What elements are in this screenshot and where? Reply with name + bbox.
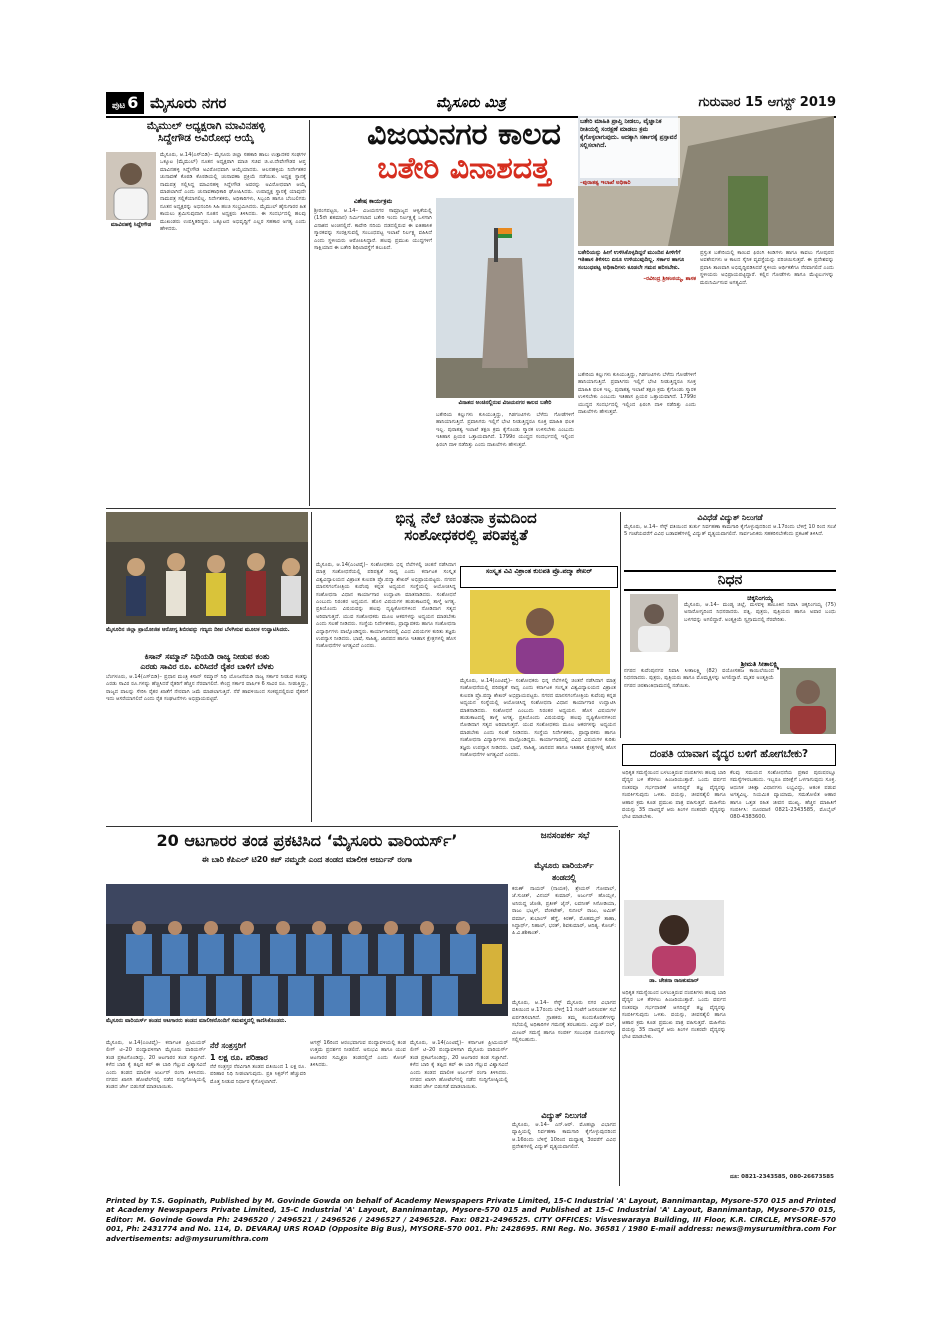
masthead: ಮೈಸೂರು ಮಿತ್ರ [436,95,506,111]
battery-tower-photo [436,198,574,398]
page-number-badge [106,92,144,114]
couple-body-left-2: ಅಧಿಕೃತ ಸಮಸ್ಯೆಯಿಂದ ಬಳಲುತ್ತಿರುವ ದಂಪತಿಗಳು ಹಲವು ಬಾರಿ ವೈದ್ಯರ ಬಳಿ ತೆರಳಲು ಹಿಂಜರಿಯುತ್ತಾರೆ. ಒಂದು ವರ್ಷದ ನಂತರವೂ ಗರ್ಭಧಾರಣೆ ಆಗದಿದ್ದರೆ ತಜ್ಞ ವೈದ್ಯರನ್ನು ಸಂಪರ್ಕಿಸುವುದು ಒಳಿತು. ವಯಸ್ಸು, ಜೀವನಶೈಲಿ ಹಾಗೂ ಆಹಾರ ಕ್ರಮ ಕೂಡ ಪ್ರಮುಖ ಪಾತ್ರ ವಹಿಸುತ್ತವೆ. ಮಹಿಳೆಯ ವಯಸ್ಸು 35 ದಾಟಿದ್ದರೆ ಆರು ತಿಂಗಳ ನಂತರವೇ ವೈದ್ಯರನ್ನು ಭೇಟಿ ಮಾಡಬೇಕು. [622,990,726,1041]
obituary-photo-1 [630,594,678,652]
warriors-headline-block [106,830,508,880]
story-electricity-top [624,512,836,564]
electricity-top-title: ವಿವಿಧೆಡೆ ವಿದ್ಯುತ್ ನಿಲುಗಡೆ [697,513,763,522]
obituary-name-1: ಚಿಕ್ಕನಿಂಗಯ್ಯ [747,594,773,602]
team-illustration-icon [106,884,508,1016]
story-mymul [106,120,306,506]
research-headline-block [316,510,616,556]
story-janasampark-title-wrap [512,830,618,858]
warriors-subhead: ಈ ಬಾರಿ ಕೆಪಿಎಲ್ ಟಿ20 ಕಪ್ ನಮ್ಮದೇ ಎಂದ ತಂಡದ ಮಾಲೀಕ ಅರ್ಜುನ್ ರಂಗಾ [201,855,413,864]
doctor-portrait-icon [624,900,724,976]
battery-photo-caption: ವಿನಾಶದ ಅಂಚಿನಲ್ಲಿರುವ ವಿಜಯನಗರ ಕಾಲದ ಬತೇರಿ [458,400,552,406]
electricity-bottom-title: ವಿದ್ಯುತ್ ನಿಲುಗಡೆ [541,1111,587,1120]
mymul-headline-1: ಮೈಮುಲ್ ಅಧ್ಯಕ್ಷರಾಗಿ ಮಾವಿನಹಳ್ಳಿ [146,120,266,132]
officer-quote-author: –ಪುರಾತತ್ವ ಇಲಾಖೆ ಅಧಿಕಾರಿ [580,180,631,186]
warriors-body-4: ಮೈಸೂರು, ಆ.14(ಎಂಟಿವೈ)– ಕರ್ನಾಟಕ ಪ್ರೀಮಿಯರ್ ಲೀಗ್ ಟಿ–20 ಪಂದ್ಯಾವಳಿಗಾಗಿ ಮೈಸೂರು ವಾರಿಯರ್ಸ್ ತಂಡ ಪ್ರಕಟಗೊಂಡಿದ್ದು, 20 ಆಟಗಾರರ ತಂಡ ಸಜ್ಜಾಗಿದೆ. ಕಳೆದ ಬಾರಿ ಕೈ ತಪ್ಪಿದ ಕಪ್ ಈ ಬಾರಿ ಗೆಲ್ಲುವ ವಿಶ್ವಾಸವಿದೆ ಎಂದು ತಂಡದ ಮಾಲೀಕ ಅರ್ಜುನ್ ರಂಗಾ ತಿಳಿಸಿದರು. ನಗರದ ಖಾಸಗಿ ಹೋಟೆಲ್‌ನಲ್ಲಿ ನಡೆದ ಸುದ್ದಿಗೋಷ್ಠಿಯಲ್ಲಿ ತಂಡದ ಜೆರ್ಸಿ ಬಿಡುಗಡೆ ಮಾಡಲಾಯಿತು. [410,1040,508,1091]
tower-illustration-icon [436,198,574,398]
electricity-bottom-body: ಮೈಸೂರು, ಆ.14– ಎನ್.ಆರ್. ಮೊಹಲ್ಲಾ ವಿಭಾಗದ ವ್ಯಾಪ್ತಿಯಲ್ಲಿ ನಿರ್ವಹಣಾ ಕಾಮಗಾರಿ ಕೈಗೊಳ್ಳುವುದರಿಂದ ಆ.16ರಂದು ಬೆಳಿಗ್ಗೆ 10ರಿಂದ ಮಧ್ಯಾಹ್ನ 3ರವರೆಗೆ ವಿವಿಧ ಪ್ರದೇಶಗಳಲ್ಲಿ ವಿದ್ಯುತ್ ವ್ಯತ್ಯಯವಾಗಲಿದೆ. [512,1122,616,1151]
vijayanagara-body-2: ಬತೇರಿಯ ಕಲ್ಲುಗಳು ಕುಸಿಯುತ್ತಿದ್ದು, ಗಿಡಗಂಟಿಗಳು ಬೆಳೆದು ಗೋಡೆಗಳಿಗೆ ಹಾನಿಯಾಗುತ್ತಿದೆ. ಪ್ರವಾಸಿಗರು ಇಲ್ಲಿಗೆ ಭೇಟಿ ನೀಡುತ್ತಿದ್ದರೂ ಸೂಕ್ತ ಮಾಹಿತಿ ಫಲಕ ಇಲ್ಲ. ಪುರಾತತ್ವ ಇಲಾಖೆ ತಕ್ಷಣ ಕ್ರಮ ಕೈಗೊಂಡು ಸ್ಮಾರಕ ಉಳಿಸಬೇಕು ಎಂಬುದು ಇತಿಹಾಸ ಪ್ರಿಯರ ಒತ್ತಾಯವಾಗಿದೆ. 1799ರ ಯುದ್ಧದ ಸಂದರ್ಭದಲ್ಲಿ ಇಲ್ಲಿಂದ ಫಿರಂಗಿ ದಾಳಿ ನಡೆದಿತ್ತು ಎಂದು ದಾಖಲೆಗಳು ಹೇಳುತ್ತವೆ. [436,412,574,448]
team-list-title-1: ಮೈಸೂರು ವಾರಿಯರ್ಸ್ [534,861,594,870]
event-photo [106,512,308,624]
mla-quote-box [578,250,696,370]
page-prefix: ಪುಟ [112,101,126,111]
obituary-body-2: ನಗರದ ಕುವೆಂಪುನಗರ ನಿವಾಸಿ ಸೀತಾಲಕ್ಷ್ಮಿ (82) ವಯೋಸಹಜ ಕಾಯಿಲೆಯಿಂದ ನಿಧನರಾದರು. ಪುತ್ರರು, ಪುತ್ರಿಯರು ಹಾಗೂ ಮೊಮ್ಮಕ್ಕಳನ್ನು ಅಗಲಿದ್ದಾರೆ. ಮೃತರ ಅಂತ್ಯಕ್ರಿಯೆ ನಗರದ ಚಿರಶಾಂತಿಧಾಮದಲ್ಲಿ ನಡೆಯಿತು. [624,668,774,689]
event-photo-caption: ಮೈಸೂರಿನ ಜಿಲ್ಲಾ ಪ್ರಾಯೋಜಿತ ಆರೋಗ್ಯ ಶಿಬಿರವನ್ನು ಗಣ್ಯರು ದೀಪ ಬೆಳಗಿಸುವ ಮೂಲಕ ಉದ್ಘಾಟಿಸಿದರು. [106,627,290,633]
couple-column-header [622,744,836,766]
vijayanagara-headline-2: ಬತೇರಿ ವಿನಾಶದತ್ತ [377,151,551,186]
kisan-headline-1: ಕಿಸಾನ್ ಸಮ್ಮಾನ್ ನಿಧಿಯಡಿ ರಾಜ್ಯ ನೀಡುವ ಕಂತು [144,652,270,661]
research-speaker-tag: ಸಂಸ್ಕೃತ ವಿವಿ ವಿಶ್ರಾಂತ ಕುಲಪತಿ ಪ್ರೊ.ಪದ್ಮಾ ಶೇಖರ್ [460,566,618,588]
relief-box [210,1040,306,1186]
mymul-photo-caption: ಮಾವಿನಹಳ್ಳಿ ಸಿದ್ದೇಗೌಡ [110,222,152,228]
vijayanagara-col-1 [314,196,432,506]
couple-column-headline: ದಂಪತಿ ಯಾವಾಗ ವೈದ್ಯರ ಬಳಿಗೆ ಹೋಗಬೇಕು? [649,748,809,760]
team-list-title-2: ತಂಡದಲ್ಲಿ [551,873,577,882]
mla-quote-text: ಬತೇರಿಯನ್ನು ಹೀಗೆ ಉಳಿಸಿಕೊಳ್ಳದಿದ್ದರೆ ಮುಂದಿನ ಪೀಳಿಗೆಗೆ ಇತಿಹಾಸ ತಿಳಿಸಲು ಏನೂ ಉಳಿಯುವುದಿಲ್ಲ. ಸರ್ಕಾರ ಹಾಗೂ ಸಂಬಂಧಪಟ್ಟ ಅಧಿಕಾರಿಗಳು ಕೂಡಲೇ ಗಮನ ಹರಿಸಬೇಕು. [578,250,685,271]
mla-quote-author: –ರವೀಂದ್ರ ಶ್ರೀಕಂಠಯ್ಯ, ಶಾಸಕ [643,276,696,283]
story-janasampark [512,1000,616,1108]
mymul-portrait [106,152,156,220]
footer-imprint: Printed by T.S. Gopinath, Published by M. Govinde Gowda on behalf of Academy Newspapers Private Limited, 15-C Industrial 'A' Layout, Bannimantap, Mysore-570 015 and Printed at Academy Newspapers Private Limited, 15-C Industrial 'A' Layout, Bannimantap, Mysore-570 015 and Published at 15-C Industrial 'A' Layout, Bannimantap, Mysore-570 015, Editor: M. Govinde Gowda Ph: 2496520 / 2496521 / 2496526 / 2496527 / 2496528. Fax: 0821-2496525. CITY OFFICES: Visveswaraya Building, III Floor, K.R. CIRCLE, MYSORE-570 001, Ph: 2431774 and No. 114, D. DEVARAJ URS ROAD (Opposite Big Bus), MYSORE-570 001. Ph: 2428695. RNI Reg. No. 36581 / 1980 E-mail address: news@mysurumithra.com For advertisements: ad@mysurumithra.com [106,1196,836,1243]
kisan-headline-2: ಎರಡು ಸಾವಿರ ರೂ. ಏರಿಸಿದರೆ ರೈತರ ಬಾಳಿಗೆ ಬೆಳಕು [140,662,274,671]
page-number: 6 [127,93,139,112]
relief-box-amount: 1 ಲಕ್ಷ ರೂ. ಪರಿಹಾರ [210,1053,268,1062]
speaker-illustration-icon [470,590,610,674]
obituary-title: ನಿಧನ [624,570,836,591]
electricity-top-body: ಮೈಸೂರು, ಆ.14– ಸೆಸ್ಕ್ ವತಿಯಿಂದ ತುರ್ತು ನಿರ್ವಹಣಾ ಕಾಮಗಾರಿ ಕೈಗೊಳ್ಳುವುದರಿಂದ ಆ.17ರಂದು ಬೆಳಿಗ್ಗೆ 10 ರಿಂದ ಸಂಜೆ 5 ಗಂಟೆಯವರೆಗೆ ವಿವಿಧ ಬಡಾವಣೆಗಳಲ್ಲಿ ವಿದ್ಯುತ್ ವ್ಯತ್ಯಯವಾಗಲಿದೆ. ಸಾರ್ವಜನಿಕರು ಸಹಕರಿಸಬೇಕೆಂದು ಪ್ರಕಟಣೆ ತಿಳಿಸಿದೆ. [624,524,836,538]
vijayanagara-byline: ವಿಶೇಷ ಕಾರ್ಯಕ್ರಮ [353,198,393,205]
research-body-2: ಮೈಸೂರು, ಆ.14(ಎಂಟಿವೈ)– ಸಂಶೋಧಕರು ಭಿನ್ನ ನೆಲೆಗಳಲ್ಲಿ ಚಿಂತನೆ ನಡೆಸಿದಾಗ ಮಾತ್ರ ಸಂಶೋಧನೆಯಲ್ಲಿ ಪರಿಪಕ್ವತೆ ಸಾಧ್ಯ ಎಂದು ಕರ್ನಾಟಕ ಸಂಸ್ಕೃತ ವಿಶ್ವವಿದ್ಯಾಲಯದ ವಿಶ್ರಾಂತ ಕುಲಪತಿ ಪ್ರೊ.ಪದ್ಮಾ ಶೇಖರ್ ಅಭಿಪ್ರಾಯಪಟ್ಟರು. ನಗರದ ಮಾನಸಗಂಗೋತ್ರಿಯ ಕುವೆಂಪು ಕನ್ನಡ ಅಧ್ಯಯನ ಸಂಸ್ಥೆಯಲ್ಲಿ ಆಯೋಜಿಸಿದ್ದ ಸಂಶೋಧನಾ ವಿಧಾನ ಕಾರ್ಯಾಗಾರ ಉದ್ಘಾಟಿಸಿ ಮಾತನಾಡಿದರು. ಸಂಶೋಧನೆ ಎಂಬುದು ನಿರಂತರ ಅಧ್ಯಯನ. ಹೊಸ ವಿಷಯಗಳ ಹುಡುಕಾಟದಲ್ಲಿ ತಾಳ್ಮೆ ಅಗತ್ಯ. ಪ್ರತಿಯೊಂದು ವಿಷಯವನ್ನು ಹಲವು ದೃಷ್ಟಿಕೋನಗಳಿಂದ ನೋಡಿದಾಗ ಸತ್ಯದ ಅರಿವಾಗುತ್ತದೆ. ಯುವ ಸಂಶೋಧಕರು ಮೂಲ ಆಕರಗಳನ್ನು ಅಧ್ಯಯನ ಮಾಡಬೇಕು ಎಂದು ಸಲಹೆ ನೀಡಿದರು. ಸಂಸ್ಥೆಯ ನಿರ್ದೇಶಕರು, ಪ್ರಾಧ್ಯಾಪಕರು ಹಾಗೂ ಸಂಶೋಧನಾ ವಿದ್ಯಾರ್ಥಿಗಳು ಪಾಲ್ಗೊಂಡಿದ್ದರು. ಕಾರ್ಯಾಗಾರದಲ್ಲಿ ವಿವಿಧ ವಿಷಯಗಳ ಕುರಿತು ತಜ್ಞರು ಉಪನ್ಯಾಸ ನೀಡಿದರು. ಭಾಷೆ, ಸಾಹಿತ್ಯ, ಜಾನಪದ ಹಾಗೂ ಇತಿಹಾಸ ಕ್ಷೇತ್ರಗಳಲ್ಲಿ ಹೊಸ ಸಂಶೋಧನೆಗಳ ಅಗತ್ಯವಿದೆ ಎಂದರು. [460,678,616,759]
doctor-photo [624,900,724,976]
portrait-placeholder-icon [780,668,836,734]
officer-quote-text: ಬತೇರಿ ಮಾಹಿತಿ ಪ್ರಾಪ್ತಿ ನೀಡಲು, ವೈಜ್ಞಾನಿಕ ರೀತಿಯಲ್ಲಿ ಸಂರಕ್ಷಣೆ ಮಾಡಲು ಕ್ರಮ ಕೈಗೊಳ್ಳಲಾಗುವುದು. ಅದಕ್ಕಾಗಿ ಸರ್ಕಾರಕ್ಕೆ ಪ್ರಸ್ತಾವನೆ ಸಲ್ಲಿಸಲಾಗಿದೆ. [580,118,677,149]
officer-quote [580,118,680,178]
warriors-headline: 20 ಆಟಗಾರರ ತಂಡ ಪ್ರಕಟಿಸಿದ ‘ಮೈಸೂರು ವಾರಿಯರ್ಸ್’ [156,831,458,850]
page-header [106,90,836,118]
obituary-name-2: ಶ್ರೀಮತಿ ಸೀತಾಲಕ್ಷ್ಮಿ [740,660,780,668]
obituary-body-1: ಮೈಸೂರು, ಆ.14– ಮಂಡ್ಯ ಜಿಲ್ಲೆ, ಮಳವಳ್ಳಿ ತಾಲೂಕಿನ ನಿವಾಸಿ ಚಿಕ್ಕನಿಂಗಯ್ಯ (75) ಅನಾರೋಗ್ಯದಿಂದ ನಿಧನರಾದರು. ಪತ್ನಿ, ಪುತ್ರರು, ಪುತ್ರಿಯರು ಹಾಗೂ ಅಪಾರ ಬಂಧು ಬಳಗವನ್ನು ಅಗಲಿದ್ದಾರೆ. ಅಂತ್ಯಕ್ರಿಯೆ ಸ್ವಗ್ರಾಮದಲ್ಲಿ ನೆರವೇರಿತು. [684,602,836,623]
lamp-lighting-illustration-icon [106,512,308,624]
vijayanagara-body-4: ಪ್ರಸ್ತುತ ಬತೇರಿಯಲ್ಲಿ ಕಾಣುವ ಫಿರಂಗಿ ಕಿಂಡಿಗಳು ಹಾಗೂ ಕಾವಲು ಗೋಪುರದ ಅವಶೇಷಗಳು ಆ ಕಾಲದ ಸೈನಿಕ ವ್ಯವಸ್ಥೆಯನ್ನು ಪರಿಚಯಿಸುತ್ತವೆ. ಈ ಪ್ರದೇಶವನ್ನು ಪ್ರವಾಸಿ ತಾಣವಾಗಿ ಅಭಿವೃದ್ಧಿಪಡಿಸಿದರೆ ಸ್ಥಳೀಯ ಆರ್ಥಿಕತೆಗೂ ನೆರವಾಗಲಿದೆ ಎಂದು ಸ್ಥಳೀಯರು ಅಭಿಪ್ರಾಯಪಟ್ಟಿದ್ದಾರೆ. ಕಲ್ಲಿನ ಗೋಡೆಗಳು ಹಾಗೂ ಮೆಟ್ಟಿಲುಗಳನ್ನು ಮರುನಿರ್ಮಿಸುವ ಅಗತ್ಯವಿದೆ. [700,250,834,286]
janasampark-title: ಜನಸಂಪರ್ಕ ಸಭೆ [540,831,590,841]
story-kisan [106,652,308,822]
couple-body-right: ಕೆಲವು ಸಮಯದ ಸಂಶೋಧನೆಯ ಪ್ರಕಾರ ಪುರುಷರಲ್ಲೂ ಸಮಸ್ಯೆಗಳಿರಬಹುದು. ಇಬ್ಬರೂ ಪರೀಕ್ಷೆಗೆ ಒಳಗಾಗುವುದು ಸೂಕ್ತ. ಆಧುನಿಕ ಚಿಕಿತ್ಸಾ ವಿಧಾನಗಳು ಲಭ್ಯವಿದ್ದು, ಆತಂಕ ಪಡುವ ಅಗತ್ಯವಿಲ್ಲ. ನಿಯಮಿತ ವ್ಯಾಯಾಮ, ಸಮತೋಲಿತ ಆಹಾರ ಹಾಗೂ ಒತ್ತಡ ರಹಿತ ಜೀವನ ಮುಖ್ಯ. ಹೆಚ್ಚಿನ ಮಾಹಿತಿಗೆ ಸಂಪರ್ಕಿಸಿ: ದೂರವಾಣಿ 0821-2343585, ಮೊಬೈಲ್ 080-4383600. [730,770,836,821]
team-photo-caption: ಮೈಸೂರು ವಾರಿಯರ್ಸ್ ತಂಡದ ಆಟಗಾರರು ತಂಡದ ಮಾಲೀಕರೊಂದಿಗೆ ಸಮವಸ್ತ್ರದಲ್ಲಿ ಕಾಣಿಸಿಕೊಂಡರು. [106,1018,287,1024]
research-body-1: ಮೈಸೂರು, ಆ.14(ಎಂಟಿವೈ)– ಸಂಶೋಧಕರು ಭಿನ್ನ ನೆಲೆಗಳಲ್ಲಿ ಚಿಂತನೆ ನಡೆಸಿದಾಗ ಮಾತ್ರ ಸಂಶೋಧನೆಯಲ್ಲಿ ಪರಿಪಕ್ವತೆ ಸಾಧ್ಯ ಎಂದು ಕರ್ನಾಟಕ ಸಂಸ್ಕೃತ ವಿಶ್ವವಿದ್ಯಾಲಯದ ವಿಶ್ರಾಂತ ಕುಲಪತಿ ಪ್ರೊ.ಪದ್ಮಾ ಶೇಖರ್ ಅಭಿಪ್ರಾಯಪಟ್ಟರು. ನಗರದ ಮಾನಸಗಂಗೋತ್ರಿಯ ಕುವೆಂಪು ಕನ್ನಡ ಅಧ್ಯಯನ ಸಂಸ್ಥೆಯಲ್ಲಿ ಆಯೋಜಿಸಿದ್ದ ಸಂಶೋಧನಾ ವಿಧಾನ ಕಾರ್ಯಾಗಾರ ಉದ್ಘಾಟಿಸಿ ಮಾತನಾಡಿದರು. ಸಂಶೋಧನೆ ಎಂಬುದು ನಿರಂತರ ಅಧ್ಯಯನ. ಹೊಸ ವಿಷಯಗಳ ಹುಡುಕಾಟದಲ್ಲಿ ತಾಳ್ಮೆ ಅಗತ್ಯ. ಪ್ರತಿಯೊಂದು ವಿಷಯವನ್ನು ಹಲವು ದೃಷ್ಟಿಕೋನಗಳಿಂದ ನೋಡಿದಾಗ ಸತ್ಯದ ಅರಿವಾಗುತ್ತದೆ. ಯುವ ಸಂಶೋಧಕರು ಮೂಲ ಆಕರಗಳನ್ನು ಅಧ್ಯಯನ ಮಾಡಬೇಕು ಎಂದು ಸಲಹೆ ನೀಡಿದರು. ಸಂಸ್ಥೆಯ ನಿರ್ದೇಶಕರು, ಪ್ರಾಧ್ಯಾಪಕರು ಹಾಗೂ ಸಂಶೋಧನಾ ವಿದ್ಯಾರ್ಥಿಗಳು ಪಾಲ್ಗೊಂಡಿದ್ದರು. ಕಾರ್ಯಾಗಾರದಲ್ಲಿ ವಿವಿಧ ವಿಷಯಗಳ ಕುರಿತು ತಜ್ಞರು ಉಪನ್ಯಾಸ ನೀಡಿದರು. ಭಾಷೆ, ಸಾಹಿತ್ಯ, ಜಾನಪದ ಹಾಗೂ ಇತಿಹಾಸ ಕ್ಷೇತ್ರಗಳಲ್ಲಿ ಹೊಸ ಸಂಶೋಧನೆಗಳ ಅಗತ್ಯವಿದೆ ಎಂದರು. [316,562,456,650]
mymul-body: ಮೈಸೂರು, ಆ.14(ಎಸ್‌ಬಿಡಿ)– ಮೈಸೂರು ಜಿಲ್ಲಾ ಸಹಕಾರಿ ಹಾಲು ಉತ್ಪಾದಕರ ಸಂಘಗಳ ಒಕ್ಕೂಟ (ಮೈಮುಲ್) ನೂತನ ಅಧ್ಯಕ್ಷರಾಗಿ ಮಾಜಿ ಸಚಿವ ಜಿ.ಟಿ.ದೇವೇಗೌಡರ ಆಪ್ತ ಮಾವಿನಹಳ್ಳಿ ಸಿದ್ದೇಗೌಡ ಅವಿರೋಧವಾಗಿ ಆಯ್ಕೆಯಾದರು. ಆಲನಹಳ್ಳಿಯ ನಿರ್ದೇಶಕರ ಚುನಾವಣೆ ಕೊಠಡಿ ಕೊಠಡಿಯಲ್ಲಿ ಚುನಾವಣಾ ಪ್ರಕ್ರಿಯೆ ನಡೆಯಿತು. ಅಧ್ಯಕ್ಷ ಸ್ಥಾನಕ್ಕೆ ನಾಮಪತ್ರ ಸಲ್ಲಿಸಿದ್ದ ಮಾವಿನಹಳ್ಳಿ ಸಿದ್ದೇಗೌಡ ಅವರನ್ನು ಅವಿರೋಧವಾಗಿ ಆಯ್ಕೆ ಮಾಡಲಾಗಿದೆ ಎಂದು ಚುನಾವಣಾಧಿಕಾರಿ ಘೋಷಿಸಿದರು. ಉಪಾಧ್ಯಕ್ಷ ಸ್ಥಾನಕ್ಕೆ ಯಾವುದೇ ನಾಮಪತ್ರ ಸಲ್ಲಿಕೆಯಾಗಲಿಲ್ಲ. ನಿರ್ದೇಶಕರು, ಅಧಿಕಾರಿಗಳು, ಸಿಬ್ಬಂದಿ ಹಾಗೂ ಬೆಂಬಲಿಗರು ನೂತನ ಅಧ್ಯಕ್ಷರನ್ನು ಅಭಿನಂದಿಸಿ ಸಿಹಿ ಹಂಚಿ ಸಂಭ್ರಮಿಸಿದರು. ಮೈಮುಲ್ ಹೈನುಗಾರರ ಹಿತ ಕಾಯಲು ಶ್ರಮಿಸುವುದಾಗಿ ನೂತನ ಅಧ್ಯಕ್ಷರು ತಿಳಿಸಿದರು. ಈ ಸಂದರ್ಭದಲ್ಲಿ ಹಲವು ಮುಖಂಡರು ಉಪಸ್ಥಿತರಿದ್ದರು. ಒಕ್ಕೂಟದ ಅಭಿವೃದ್ಧಿಗೆ ಎಲ್ಲರ ಸಹಕಾರ ಅಗತ್ಯ ಎಂದು ಹೇಳಿದರು. [160,152,306,233]
speaker-photo [470,590,610,674]
obituary-photo-2 [780,668,836,734]
vijayanagara-body-3: ಬತೇರಿಯ ಕಲ್ಲುಗಳು ಕುಸಿಯುತ್ತಿದ್ದು, ಗಿಡಗಂಟಿಗಳು ಬೆಳೆದು ಗೋಡೆಗಳಿಗೆ ಹಾನಿಯಾಗುತ್ತಿದೆ. ಪ್ರವಾಸಿಗರು ಇಲ್ಲಿಗೆ ಭೇಟಿ ನೀಡುತ್ತಿದ್ದರೂ ಸೂಕ್ತ ಮಾಹಿತಿ ಫಲಕ ಇಲ್ಲ. ಪುರಾತತ್ವ ಇಲಾಖೆ ತಕ್ಷಣ ಕ್ರಮ ಕೈಗೊಂಡು ಸ್ಮಾರಕ ಉಳಿಸಬೇಕು ಎಂಬುದು ಇತಿಹಾಸ ಪ್ರಿಯರ ಒತ್ತಾಯವಾಗಿದೆ. 1799ರ ಯುದ್ಧದ ಸಂದರ್ಭದಲ್ಲಿ ಇಲ್ಲಿಂದ ಫಿರಂಗಿ ದಾಳಿ ನಡೆದಿತ್ತು ಎಂದು ದಾಖಲೆಗಳು ಹೇಳುತ್ತವೆ. [578,372,696,416]
dateline: ಗುರುವಾರ 15 ಆಗಸ್ಟ್ 2019 [698,95,836,110]
mymul-headline-2: ಸಿದ್ದೇಗೌಡ ಅವಿರೋಧ ಆಯ್ಕೆ [157,132,255,144]
research-headline-2: ಸಂಶೋಧಕರಲ್ಲಿ ಪರಿಪಕ್ವತೆ [404,526,528,544]
kisan-body: ಬೆಂಗಳೂರು, ಆ.14(ಎಸ್‌ಬಿಡಿ)– ಪ್ರಧಾನ ಮಂತ್ರಿ ಕಿಸಾನ್ ಸಮ್ಮಾನ್ ನಿಧಿ ಯೋಜನೆಯಡಿ ರಾಜ್ಯ ಸರ್ಕಾರ ನೀಡುವ ಕಂತನ್ನು ಎರಡು ಸಾವಿರ ರೂ.ಗಳಷ್ಟು ಹೆಚ್ಚಿಸಿದರೆ ರೈತರಿಗೆ ಹೆಚ್ಚಿನ ನೆರವಾಗಲಿದೆ. ಕೇಂದ್ರ ಸರ್ಕಾರ ವಾರ್ಷಿಕ 6 ಸಾವಿರ ರೂ. ನೀಡುತ್ತಿದ್ದು, ರಾಜ್ಯದ ಪಾಲನ್ನು ಸೇರಿಸಿ ರೈತರ ಖಾತೆಗೆ ನೇರವಾಗಿ ಜಮೆ ಮಾಡಲಾಗುತ್ತಿದೆ. ನೆರೆ ಹಾವಳಿಯಿಂದ ಸಂಕಷ್ಟದಲ್ಲಿರುವ ರೈತರಿಗೆ ಇದು ಆಸರೆಯಾಗಲಿದೆ ಎಂದು ರೈತ ಸಂಘಟನೆಗಳು ಅಭಿಪ್ರಾಯಪಟ್ಟಿವೆ. [106,674,308,703]
story-electricity-bottom [512,1110,616,1186]
couple-body-left: ಅಧಿಕೃತ ಸಮಸ್ಯೆಯಿಂದ ಬಳಲುತ್ತಿರುವ ದಂಪತಿಗಳು ಹಲವು ಬಾರಿ ವೈದ್ಯರ ಬಳಿ ತೆರಳಲು ಹಿಂಜರಿಯುತ್ತಾರೆ. ಒಂದು ವರ್ಷದ ನಂತರವೂ ಗರ್ಭಧಾರಣೆ ಆಗದಿದ್ದರೆ ತಜ್ಞ ವೈದ್ಯರನ್ನು ಸಂಪರ್ಕಿಸುವುದು ಒಳಿತು. ವಯಸ್ಸು, ಜೀವನಶೈಲಿ ಹಾಗೂ ಆಹಾರ ಕ್ರಮ ಕೂಡ ಪ್ರಮುಖ ಪಾತ್ರ ವಹಿಸುತ್ತವೆ. ಮಹಿಳೆಯ ವಯಸ್ಸು 35 ದಾಟಿದ್ದರೆ ಆರು ತಿಂಗಳ ನಂತರವೇ ವೈದ್ಯರನ್ನು ಭೇಟಿ ಮಾಡಬೇಕು. [622,770,726,821]
doctor-photo-caption: ಡಾ. ಚೇತನಾ ರಾಜಕುಮಾರ್ [649,978,699,984]
vijayanagara-headline-1: ವಿಜಯನಗರ ಕಾಲದ [367,117,561,152]
obituary-section [624,570,836,738]
relief-box-title: ನೆರೆ ಸಂತ್ರಸ್ತರಿಗೆ [210,1041,246,1050]
janasampark-body: ಮೈಸೂರು, ಆ.14– ಸೆಸ್ಕ್ ಮೈಸೂರು ನಗರ ವಿಭಾಗದ ವತಿಯಿಂದ ಆ.17ರಂದು ಬೆಳಿಗ್ಗೆ 11 ಗಂಟೆಗೆ ಜನಸಂಪರ್ಕ ಸಭೆ ಏರ್ಪಡಿಸಲಾಗಿದೆ. ಗ್ರಾಹಕರು ತಮ್ಮ ಕುಂದುಕೊರತೆಗಳನ್ನು ಸಭೆಯಲ್ಲಿ ಅಧಿಕಾರಿಗಳ ಗಮನಕ್ಕೆ ತರಬಹುದು. ವಿದ್ಯುತ್ ಬಿಲ್, ಮೀಟರ್ ಸಮಸ್ಯೆ ಹಾಗೂ ಸಂಪರ್ಕ ಸಂಬಂಧಿತ ದೂರುಗಳನ್ನು ಸಲ್ಲಿಸಬಹುದು. [512,1000,616,1044]
warriors-body-1: ಮೈಸೂರು, ಆ.14(ಎಂಟಿವೈ)– ಕರ್ನಾಟಕ ಪ್ರೀಮಿಯರ್ ಲೀಗ್ ಟಿ–20 ಪಂದ್ಯಾವಳಿಗಾಗಿ ಮೈಸೂರು ವಾರಿಯರ್ಸ್ ತಂಡ ಪ್ರಕಟಗೊಂಡಿದ್ದು, 20 ಆಟಗಾರರ ತಂಡ ಸಜ್ಜಾಗಿದೆ. ಕಳೆದ ಬಾರಿ ಕೈ ತಪ್ಪಿದ ಕಪ್ ಈ ಬಾರಿ ಗೆಲ್ಲುವ ವಿಶ್ವಾಸವಿದೆ ಎಂದು ತಂಡದ ಮಾಲೀಕ ಅರ್ಜುನ್ ರಂಗಾ ತಿಳಿಸಿದರು. ನಗರದ ಖಾಸಗಿ ಹೋಟೆಲ್‌ನಲ್ಲಿ ನಡೆದ ಸುದ್ದಿಗೋಷ್ಠಿಯಲ್ಲಿ ತಂಡದ ಜೆರ್ಸಿ ಬಿಡುಗಡೆ ಮಾಡಲಾಯಿತು. [106,1040,206,1091]
portrait-placeholder-icon [106,152,156,220]
portrait-placeholder-icon [630,594,678,652]
vijayanagara-headline-block [314,118,614,198]
vijayanagara-body-1: ಶ್ರೀರಂಗಪಟ್ಟಣ, ಆ.14– ವಿಜಯನಗರ ಸಾಮ್ರಾಜ್ಯದ ಆಳ್ವಿಕೆಯಲ್ಲಿ (15ನೇ ಶತಮಾನ) ನಿರ್ಮಿಸಲಾದ ಬತೇರಿ ಇಂದು ನಿರ್ಲಕ್ಷ್ಯಕ್ಕೆ ಒಳಗಾಗಿ ವಿನಾಶದ ಅಂಚಿನಲ್ಲಿದೆ. ಕಾವೇರಿ ನದಿಯ ದಡದಲ್ಲಿರುವ ಈ ಐತಿಹಾಸಿಕ ಸ್ಮಾರಕವನ್ನು ಸಂರಕ್ಷಿಸುವಲ್ಲಿ ಸಂಬಂಧಪಟ್ಟ ಇಲಾಖೆ ನಿರ್ಲಕ್ಷ್ಯ ವಹಿಸಿದೆ ಎಂದು ಸ್ಥಳೀಯರು ಆರೋಪಿಸಿದ್ದಾರೆ. ಹಲವು ಪ್ರಮುಖ ಯುದ್ಧಗಳಿಗೆ ಸಾಕ್ಷಿಯಾದ ಈ ಬತೇರಿ ಶಿಥಿಲಾವಸ್ಥೆಗೆ ತಲುಪಿದೆ. [314,208,432,252]
research-headline-1: ಭಿನ್ನ ನೆಲೆ ಚಿಂತನಾ ಕ್ರಮದಿಂದ [395,509,537,527]
section-title: ಮೈಸೂರು ನಗರ [150,94,227,112]
warriors-body-3: ಆಗಸ್ಟ್ 16ರಿಂದ ಆರಂಭವಾಗುವ ಪಂದ್ಯಾವಳಿಯಲ್ಲಿ ತಂಡ ಉತ್ತಮ ಪ್ರದರ್ಶನ ನೀಡಲಿದೆ. ಅನುಭವಿ ಹಾಗೂ ಯುವ ಆಟಗಾರರ ಸಮ್ಮಿಶ್ರಣ ತಂಡದಲ್ಲಿದೆ ಎಂದು ಕೋಚ್ ತಿಳಿಸಿದರು. [310,1040,406,1069]
team-photo [106,884,508,1016]
relief-box-body: ನೆರೆ ಸಂತ್ರಸ್ತರ ನೆರವಿಗಾಗಿ ತಂಡದ ವತಿಯಿಂದ 1 ಲಕ್ಷ ರೂ. ಪರಿಹಾರ ನಿಧಿ ನೀಡಲಾಗುವುದು. ಪ್ರತಿ ಸಿಕ್ಸರ್‌ಗೆ ಹೆಚ್ಚುವರಿ ಮೊತ್ತ ನೀಡುವ ನಿರ್ಧಾರ ಕೈಗೊಳ್ಳಲಾಗಿದೆ. [210,1064,306,1085]
team-list-body: ಕರುಣ್ ನಾಯರ್ (ನಾಯಕ), ಶ್ರೇಯಸ್ ಗೋಪಾಲ್, ಜೆ.ಸುಚಿತ್, ವಿನಯ್ ಕುಮಾರ್, ಅರ್ಜುನ್ ಹೊಯ್ಸಳ, ಅನಿರುದ್ಧ ಜೋಶಿ, ಪ್ರತೀಕ್ ಜೈನ್, ಲವನೀತ್ ಸಿಸೋಡಿಯಾ, ರಾಜು ಭಟ್ಕಳ್, ವೆಂಕಟೇಶ್, ಸುನೀಲ್ ರಾಜು, ಅಮಿತ್ ವರ್ಮಾ, ಶುಭಾಂಗ್ ಹೆಗ್ಡೆ, ಕಿರಣ್, ಮೊಹಮ್ಮದ್ ತಾಹಾ, ಸಿದ್ಧಾರ್ಥ್, ನಿಹಾಲ್, ಭರತ್, ಶಿವಕುಮಾರ್, ಆದಿತ್ಯ. ಕೋಚ್: ಪಿ.ವಿ.ಶಶಿಕಾಂತ್. [512,886,616,937]
couple-contact: ದೂ: 0821-2343585, 080-26673585 [730,1174,834,1180]
